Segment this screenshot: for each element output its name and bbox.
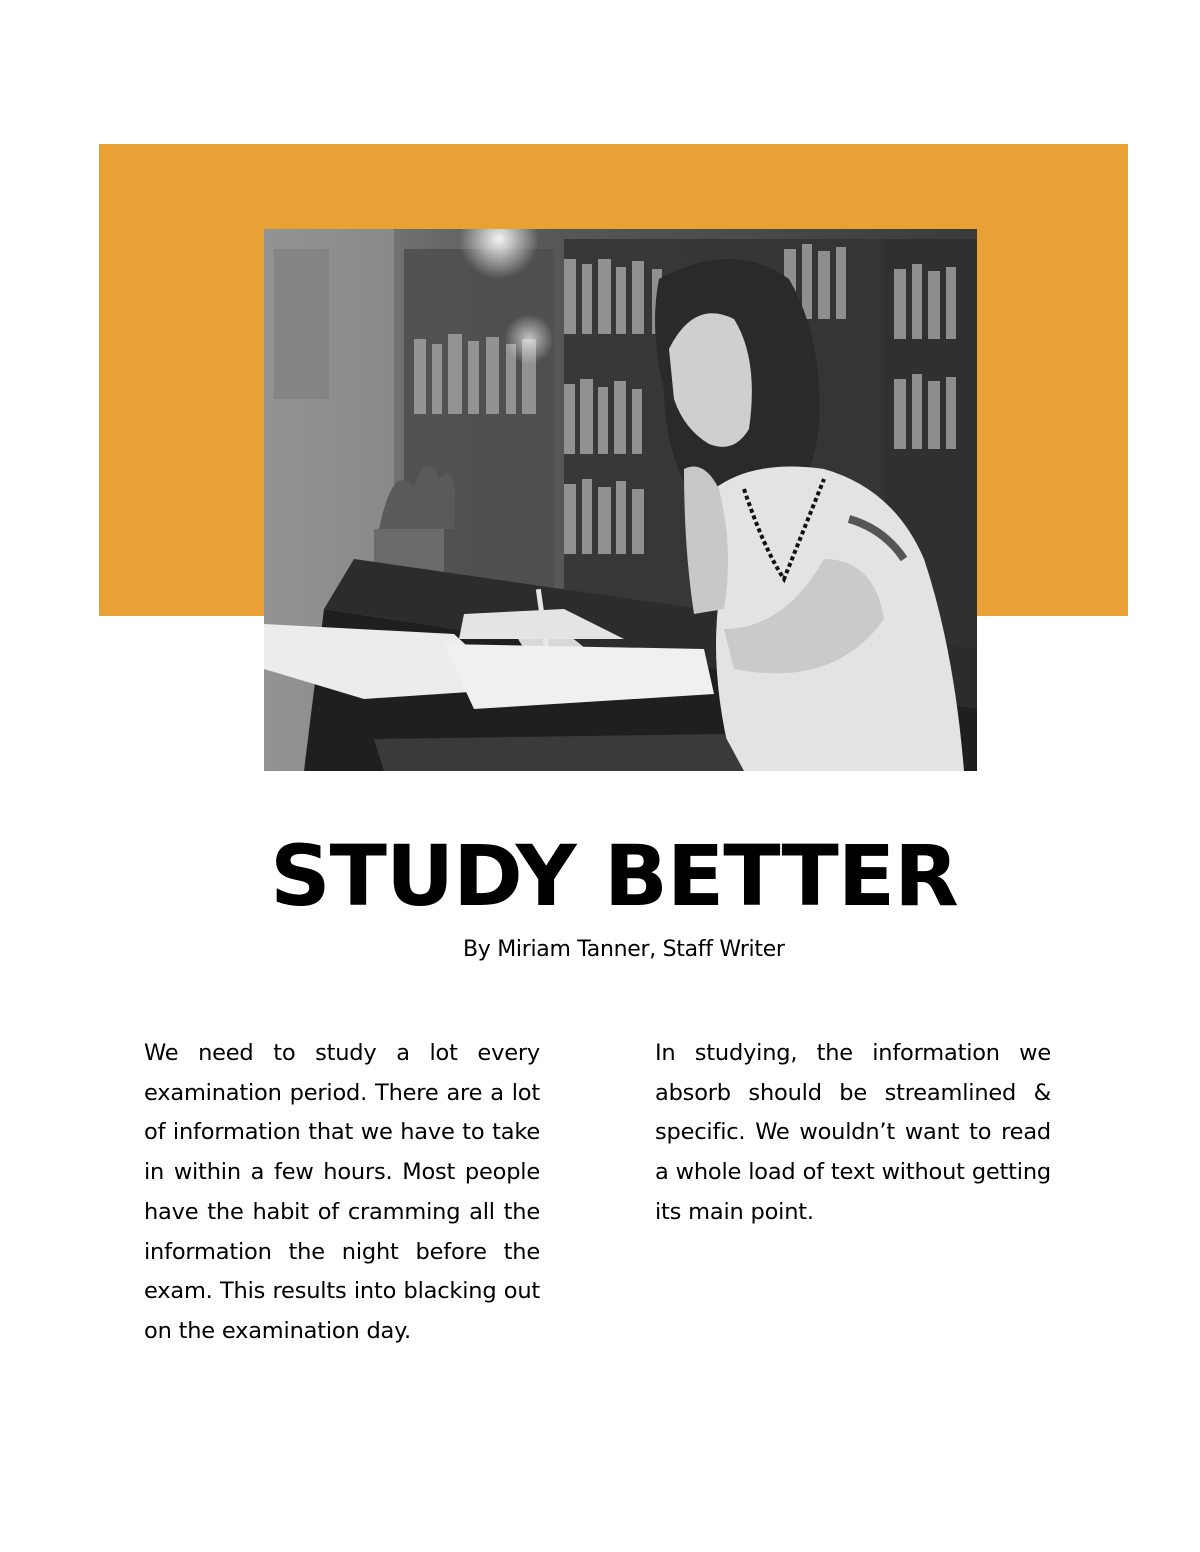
hero-photo [264, 229, 977, 771]
student-studying-image [264, 229, 977, 771]
article-column-left: We need to study a lot every examination period. There are a lot of information that we have to take in within a few hours. Most people have the habit of cramming all the information the night before the exam. This results into blacking out on the examination day. [144, 1040, 540, 1344]
article-column-right: In studying, the information we absorb should be streamlined & specific. We wouldn’t want to read a whole load of text without getting its main point. [655, 1040, 1051, 1225]
article-title: STUDY BETTER [270, 827, 958, 925]
article-byline: By Miriam Tanner, Staff Writer [463, 937, 785, 962]
